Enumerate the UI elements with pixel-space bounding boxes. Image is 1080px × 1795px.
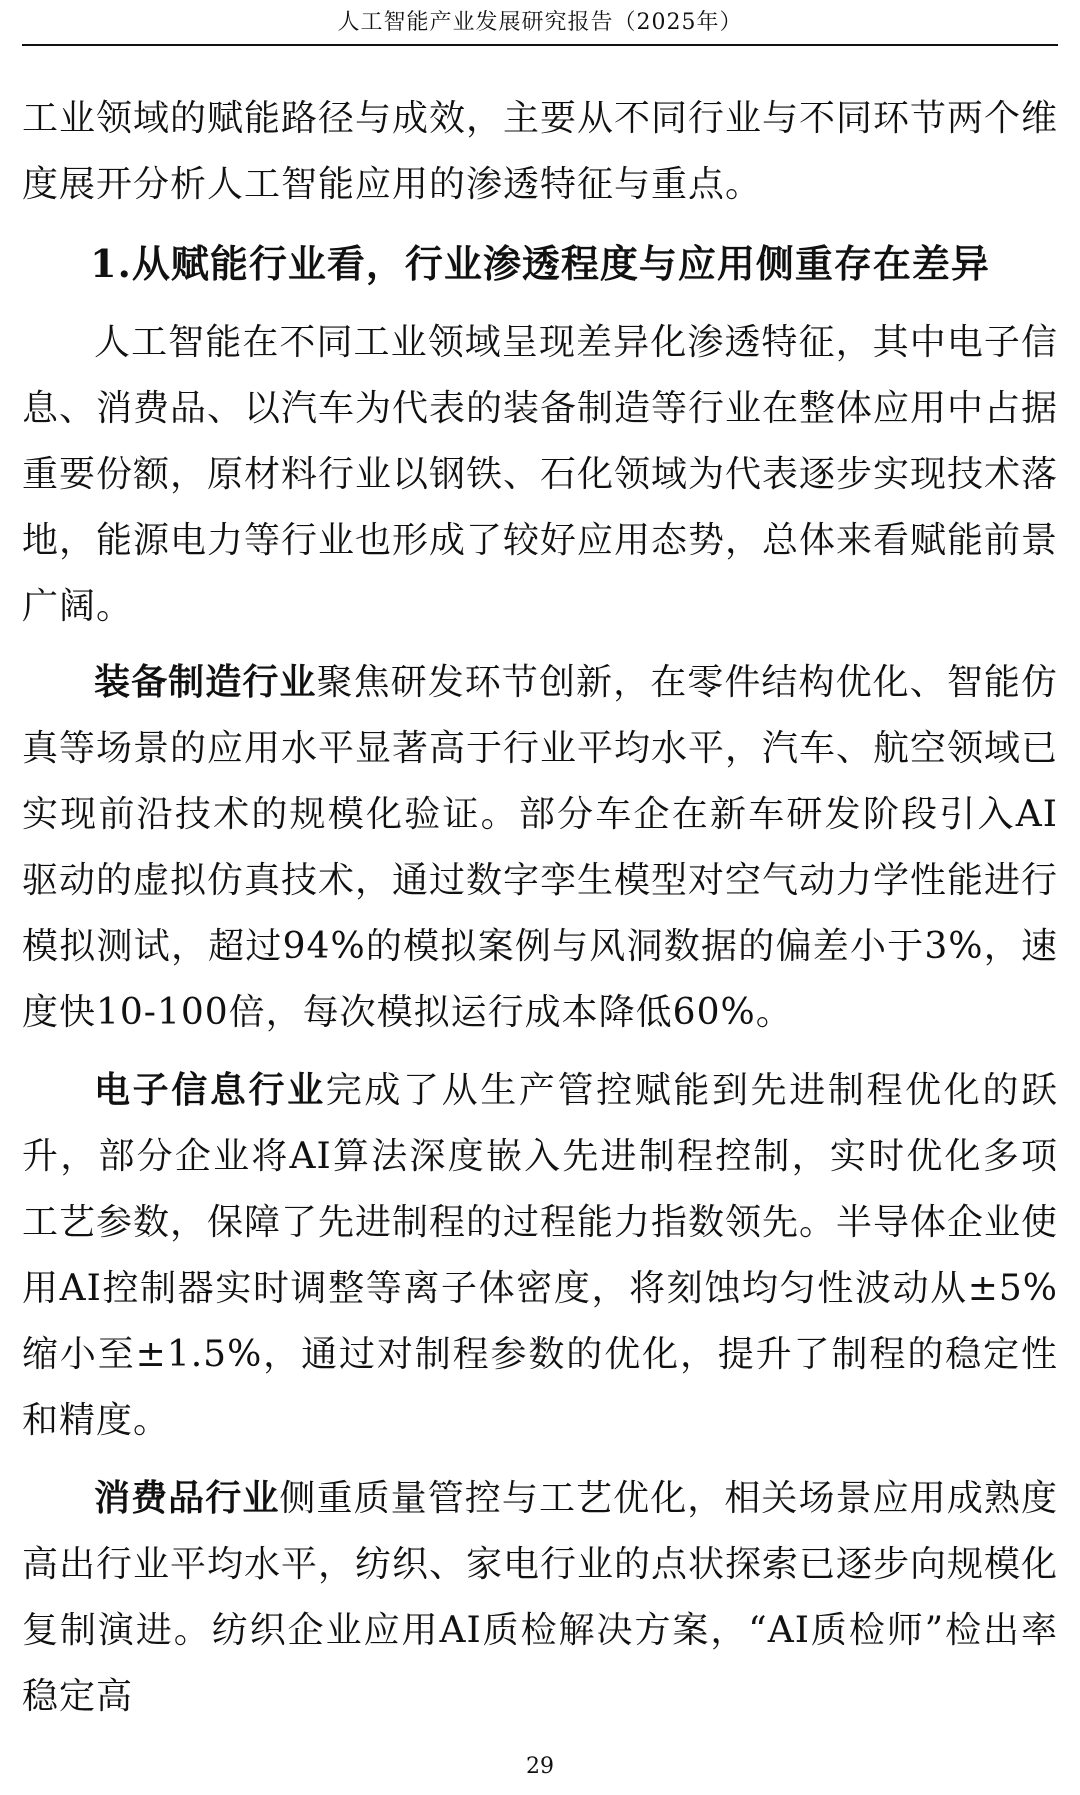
- page-body: [22, 86, 1058, 1730]
- paragraph-consumer: [22, 1466, 1058, 1730]
- running-header: 人工智能产业发展研究报告（2025年）: [337, 10, 743, 35]
- paragraph-text-equipment: 聚焦研发环节创新，在零件结构优化、智能仿真等场景的应用水平显著高于行业平均水平，汽车、航空领域已实现前沿技术的规模化验证。部分车企在新车研发阶段引入AI驱动的虚拟仿真技术，通过数字孪生模型对空气动力学性能进行模拟测试，超过94%的模拟案例与风洞数据的偏差小于3%，速度快10-100倍，每次模拟运行成本降低60%。: [22, 662, 1059, 1033]
- paragraph-gap: [22, 1454, 1058, 1466]
- paragraph-text-consumer: 侧重质量管控与工艺优化，相关场景应用成熟度高出行业平均水平，纺织、家电行业的点状探索已逐步向规模化复制演进。纺织企业应用AI质检解决方案，“AI质检师”检出率稳定高: [22, 1478, 1059, 1717]
- paragraph-electronics: [22, 1058, 1058, 1454]
- paragraph-gap: [22, 640, 1058, 650]
- paragraph-lead-electronics: 电子信息行业: [94, 1070, 326, 1111]
- paragraph-lead-consumer: 消费品行业: [94, 1478, 280, 1519]
- paragraph-equipment: [22, 650, 1058, 1046]
- header-divider: [22, 44, 1058, 46]
- paragraph-overview: 人工智能在不同工业领域呈现差异化渗透特征，其中电子信息、消费品、以汽车为代表的装备制造等行业在整体应用中占据重要份额，原材料行业以钢铁、石化领域为代表逐步实现技术落地，能源电力等行业也形成了较好应用态势，总体来看赋能前景广阔。: [22, 322, 1059, 627]
- page-number: 29: [526, 1754, 554, 1779]
- paragraph-text-electronics: 完成了从生产管控赋能到先进制程优化的跃升，部分企业将AI算法深度嵌入先进制程控制，实时优化多项工艺参数，保障了先进制程的过程能力指数领先。半导体企业使用AI控制器实时调整等离子体密度，将刻蚀均匀性波动从±5%缩小至±1.5%，通过对制程参数的优化，提升了制程的稳定性和精度。: [22, 1070, 1059, 1441]
- paragraph-lead-equipment: 装备制造行业: [94, 662, 317, 703]
- paragraph-gap: [22, 1046, 1058, 1058]
- intro-paragraph: 工业领域的赋能路径与成效，主要从不同行业与不同环节两个维度展开分析人工智能应用的渗透特征与重点。: [22, 98, 1059, 205]
- section-heading: 1.从赋能行业看，行业渗透程度与应用侧重存在差异: [90, 241, 990, 286]
